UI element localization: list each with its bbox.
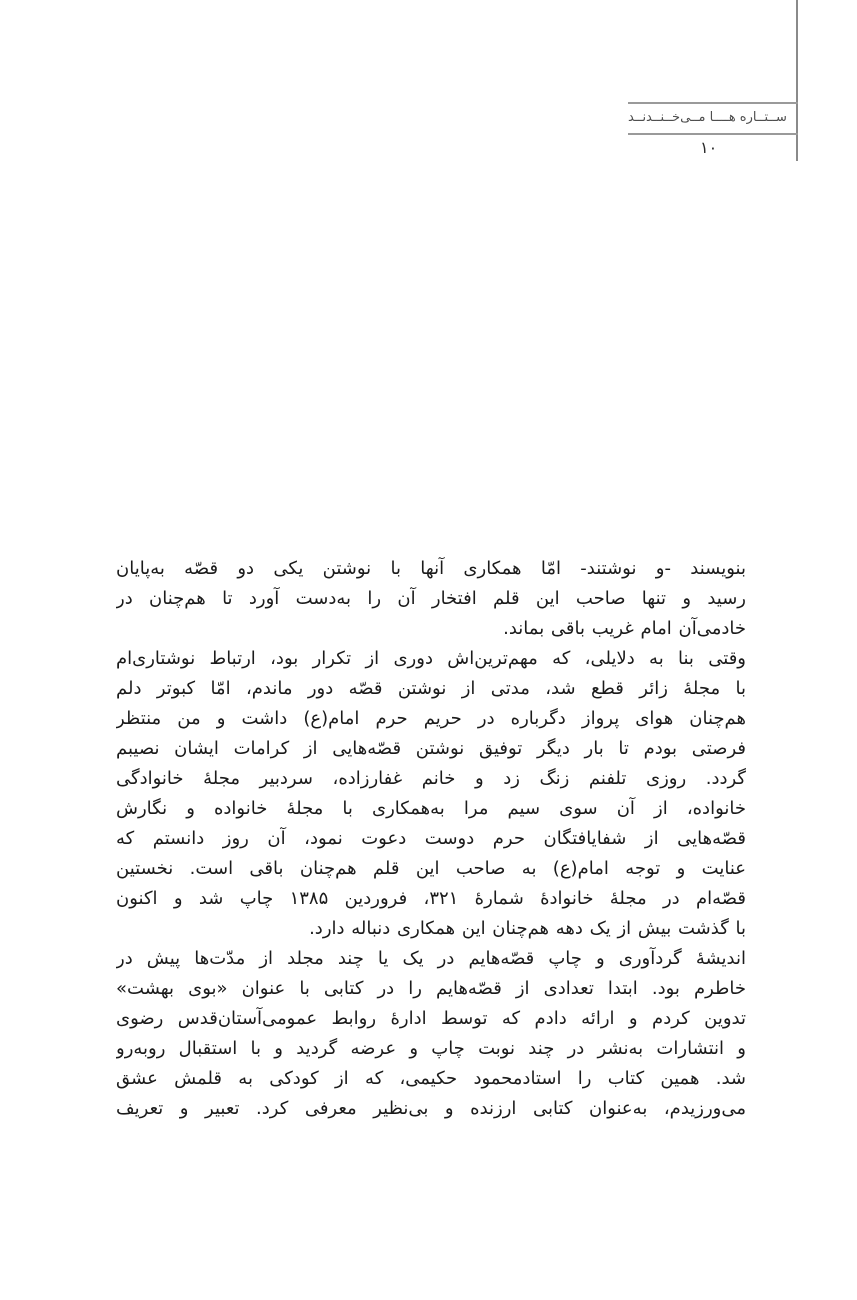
text-line: وقتی بنا به دلایلی، که مهم‌ترین‌اش دوری از تکرار بود، ارتباط نوشتاری‌ام [116,648,746,669]
text-line: خانواده، از آن سوی سیم مرا به‌همکاری با مجلهٔ خانواده و نگارش [116,798,746,819]
text-line: تدوین کردم و ارائه دادم که توسط ادارهٔ روابط عمومی‌آستان‌قدس رضوی [116,1008,746,1029]
text-line: گردد. روزی تلفنم زنگ زد و خانم غفارزاده، سردبیر مجلهٔ خانوادگی [116,768,746,789]
text-line: شد. همین کتاب را استادمحمود حکیمی، که از کودکی به قلمش عشق [116,1068,746,1089]
text-line: هم‌چنان هوای پرواز دگرباره در حریم حرم امام(ع) داشت و من منتظر [116,708,746,729]
text-line: فرصتی بودم تا بار دیگر توفیق نوشتن قصّه‌هایی از کرامات ایشان نصیبم [116,738,746,759]
text-line: قصّه‌ام در مجلهٔ خانوادهٔ شمارهٔ ۳۲۱، فروردین ۱۳۸۵ چاپ شد و اکنون [116,888,746,909]
text-line: قصّه‌هایی از شفایافتگان حرم دوست دعوت نمود، آن روز دانستم که [116,828,746,849]
text-line: با گذشت بیش از یک دهه هم‌چنان این همکاری دنباله دارد. [309,918,746,939]
text-line: با مجلهٔ زائر قطع شد، مدتی از نوشتن قصّه دور ماندم، امّا کبوتر دلم [116,678,746,699]
text-line: خاطرم بود. ابتدا تعدادی از قصّه‌هایم را در کتابی با عنوان «بوی بهشت» [116,978,746,999]
page-number: ۱۰ [700,138,718,157]
header-rule-top [628,102,798,104]
text-line: رسید و تنها صاحب این قلم افتخار آن را به‌دست آورد تا هم‌چنان در [116,588,746,609]
text-line: و انتشارات به‌نشر در چند نوبت چاپ و عرضه گردید و با استقبال روبه‌رو [116,1038,746,1059]
text-line: اندیشهٔ گردآوری و چاپ قصّه‌هایم در یک یا چند مجلد از مدّت‌ها پیش در [116,948,746,969]
running-head: ســتــاره هــــا مــی‌خــنــدنــد [628,110,787,125]
text-line: عنایت و توجه امام(ع) به صاحب این قلم هم‌چنان باقی است. نخستین [116,858,746,879]
body-text [116,554,746,1124]
header-rule-bottom [628,133,798,135]
text-line: بنویسند -و نوشتند- امّا همکاری آنها با نوشتن یکی دو قصّه به‌پایان [116,558,746,579]
text-line: خادمی‌آن امام غریب باقی بماند. [503,618,746,639]
text-line: می‌ورزیدم، به‌عنوان کتابی ارزنده و بی‌نظیر معرفی کرد. تعبیر و تعریف [116,1098,746,1119]
header-vertical-rule [796,0,798,161]
